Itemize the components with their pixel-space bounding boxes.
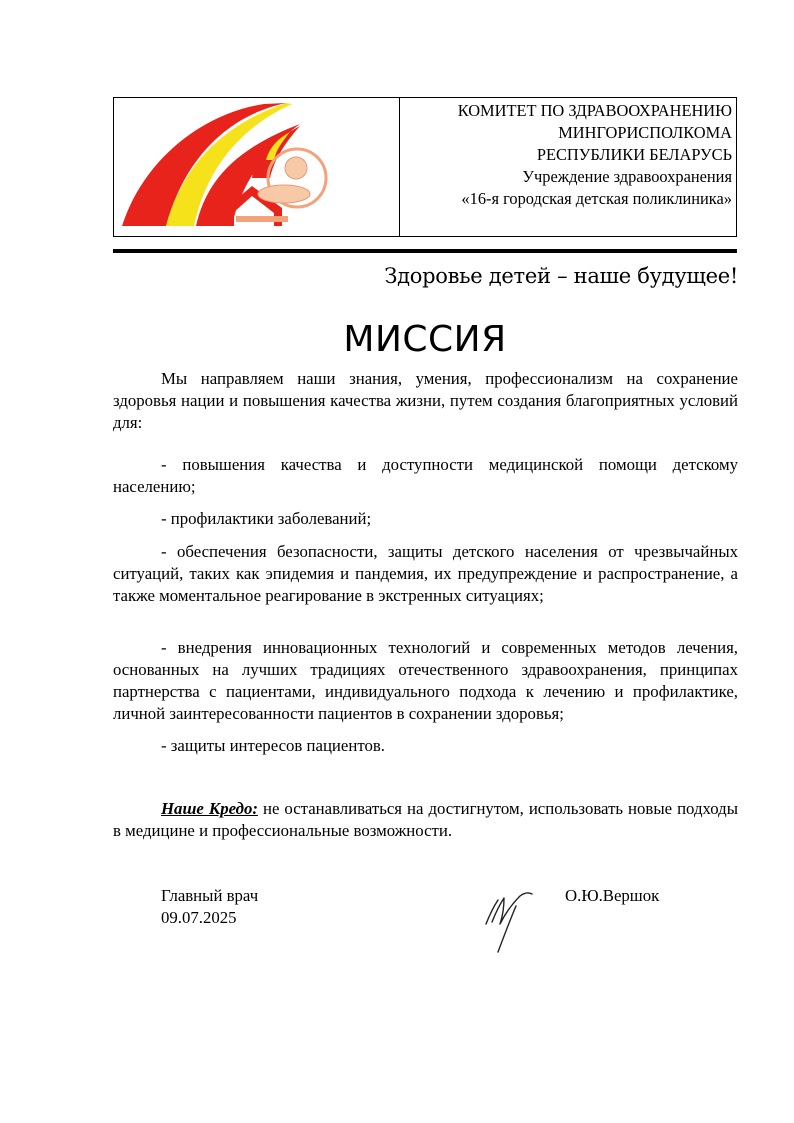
mission-item: - повышения качества и доступности медицинской помощи детскому населению; (113, 455, 738, 496)
signature-block (161, 885, 258, 929)
handwritten-signature (480, 884, 540, 956)
org-line-institution: Учреждение здравоохранения (522, 167, 732, 186)
letterhead (113, 97, 737, 237)
mission-intro: Мы направляем наши знания, умения, профессионализм на сохранение здоровья нации и повышения качества жизни, путем создания благоприятных условий для: (113, 369, 738, 432)
slogan: Здоровье детей – наше будущее! (384, 264, 738, 288)
logo-graphic (114, 98, 400, 236)
mission-item: - профилактики заболеваний; (161, 509, 372, 528)
logo-child-body (258, 185, 310, 203)
credo-text: не останавливаться на достигнутом, использовать новые подходы в медицине и профессиональные возможности. (113, 799, 738, 840)
header-divider (399, 98, 400, 236)
organization-name (404, 100, 732, 210)
header-rule (113, 249, 737, 253)
logo-base (236, 216, 288, 222)
org-line-clinic: «16-я городская детская поликлиника» (461, 189, 732, 208)
page-title: МИССИЯ (343, 319, 507, 360)
signer-name: О.Ю.Вершок (565, 886, 660, 905)
credo (113, 798, 738, 842)
document-date: 09.07.2025 (161, 908, 237, 927)
org-line-committee: КОМИТЕТ ПО ЗДРАВООХРАНЕНИЮ (457, 101, 732, 120)
logo-child-head (285, 157, 307, 179)
org-line-country: РЕСПУБЛИКИ БЕЛАРУСЬ (536, 145, 732, 164)
mission-item: - внедрения инновационных технологий и современных методов лечения, основанных на лучших традициях отечественного здравоохранения, принципах партнерства с пациентами, индивидуального подхода к лечению и профилактике, личной заинтересованности пациентов в сохранении здоровья; (113, 638, 738, 723)
clinic-logo (114, 98, 400, 236)
mission-item: - обеспечения безопасности, защиты детского населения от чрезвычайных ситуаций, таких как эпидемия и пандемия, их предупреждение и распространение, а также моментальное реагирование в экстренных ситуациях; (113, 542, 738, 605)
signer-position: Главный врач (161, 886, 259, 905)
credo-label: Наше Кредо: (161, 799, 258, 818)
mission-item: - защиты интересов пациентов. (161, 736, 385, 755)
org-line-executive: МИНГОРИСПОЛКОМА (558, 123, 732, 142)
